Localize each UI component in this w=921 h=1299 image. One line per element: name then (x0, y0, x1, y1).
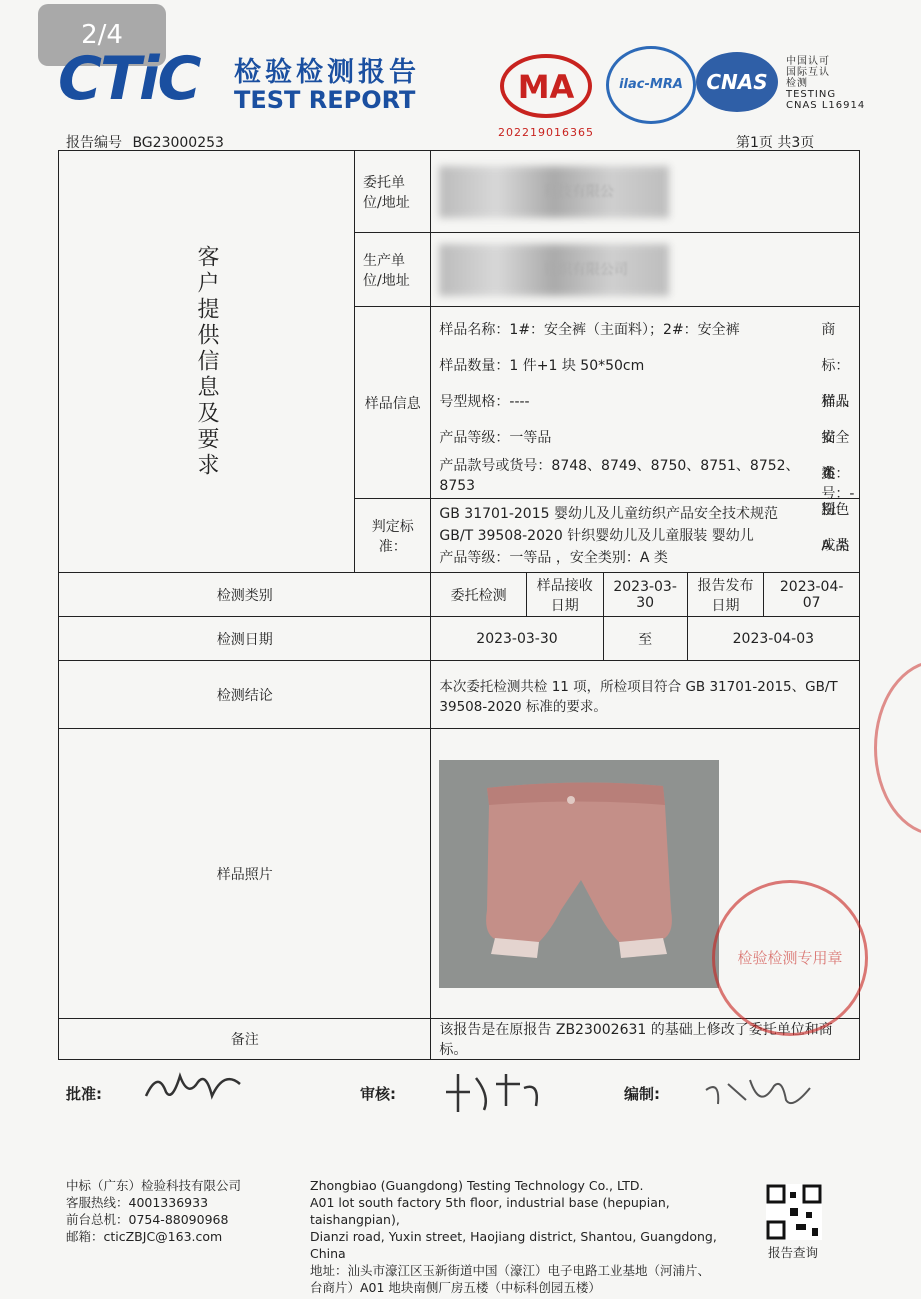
partial-seal (874, 660, 921, 836)
sample-brand: 商标：猫人 (821, 321, 850, 410)
sample-quantity: 样品数量：1 件+1 块 50*50cm (439, 357, 645, 374)
sample-description: 样品描述：粉色成品 (821, 393, 850, 554)
approve-label: 批准: (66, 1085, 102, 1103)
ilac-mra-mark: ilac-MRA (606, 46, 696, 124)
footer-contact (66, 1177, 241, 1245)
test-type-label: 检测类别 (59, 573, 431, 617)
footer-address-cn: 台商片）A01 地块南侧厂房五楼（中标科创园五楼） (310, 1280, 601, 1295)
report-number-label: 报告编号 (66, 135, 122, 151)
pink-safety-shorts-image (439, 760, 719, 988)
compiler-signature (700, 1070, 820, 1116)
approver-signature (140, 1062, 250, 1108)
reviewer-signature (440, 1066, 550, 1116)
producer-fragment: 针织有限公司 (543, 261, 628, 278)
footer-address-cn: 地址：汕头市濠江区玉新街道中国（濠江）电子电路工业基地（河浦片、 (310, 1263, 711, 1278)
test-date-from: 2023-03-30 (431, 617, 603, 661)
remark-label: 备注 (59, 1019, 431, 1060)
issue-date-label: 报告发布日期 (687, 573, 764, 617)
receive-date-label: 样品接收日期 (526, 573, 603, 617)
cnas-text-line: TESTING (786, 89, 837, 100)
client-fragment: 科技有限公 (543, 183, 614, 200)
conclusion-value: 本次委托检测共检 11 项，所检项目符合 GB 31701-2015、GB/T 39508-2020 标准的要求。 (431, 661, 860, 729)
standards-label: 判定标准： (355, 499, 431, 573)
sample-photo (439, 760, 719, 988)
footer-address-en: Dianzi road, Yuxin street, Haojiang district, Shantou, Guangdong, China (310, 1229, 717, 1261)
cnas-accreditation-text (786, 56, 865, 111)
cma-mark (498, 50, 594, 146)
test-date-to: 2023-04-03 (687, 617, 859, 661)
footer-company-en: Zhongbiao (Guangdong) Testing Technology Co., LTD. (310, 1178, 644, 1193)
conclusion-label: 检测结论 (59, 661, 431, 729)
standards-value (431, 499, 860, 573)
page-counter: 2/4 (38, 4, 166, 66)
remark-value: 该报告是在原报告 ZB23002631 的基础上修改了委托单位和商标。 (431, 1019, 860, 1060)
svg-text:MA: MA (517, 68, 575, 106)
footer-hotline: 客服热线：4001336933 (66, 1195, 209, 1210)
client-label: 委托单位/地址 (355, 151, 431, 233)
qr-code-icon (766, 1184, 822, 1240)
cma-number: 202219016365 (498, 126, 594, 139)
receive-date-value: 2023-03-30 (603, 573, 687, 617)
section-label: 客户提供信息及要求 (59, 151, 355, 573)
review-label: 审核: (360, 1085, 396, 1103)
compile-label: 编制: (624, 1085, 660, 1103)
report-title-cn: 检验检测报告 (234, 57, 420, 88)
sample-grade: 产品等级：一等品 (439, 429, 552, 446)
sample-info-label: 样品信息 (355, 307, 431, 499)
footer-address-en: A01 lot south factory 5th floor, industrial base (hepupian, taishangpian), (310, 1195, 670, 1227)
client-value (431, 151, 860, 233)
footer-address (310, 1177, 750, 1296)
producer-label: 生产单位/地址 (355, 233, 431, 307)
report-title-en: TEST REPORT (234, 86, 416, 114)
page-info: 第1页 共3页 (736, 135, 815, 151)
cnas-text-line: 中国认可 (786, 56, 830, 67)
issue-date-value: 2023-04-07 (764, 573, 860, 617)
footer-front-desk: 前台总机：0754-88090968 (66, 1212, 229, 1227)
sample-style-no-cont: 8753 (439, 477, 476, 494)
cnas-text-line: CNAS L16914 (786, 100, 866, 111)
sample-safety: 安全类别：A 类 (821, 429, 850, 554)
report-number-value: BG23000253 (132, 135, 224, 151)
standard-line: GB 31701-2015 婴幼儿及儿童纺织产品安全技术规范 (439, 505, 778, 522)
report-number (66, 132, 224, 152)
test-type-value: 委托检测 (431, 573, 527, 617)
standard-line: GB/T 39508-2020 针织婴幼儿及儿童服装 婴幼儿 (439, 527, 754, 544)
sample-name: 样品名称：1#：安全裤（主面料）；2#：安全裤 (439, 321, 740, 338)
footer-company-cn: 中标（广东）检验科技有限公司 (66, 1178, 242, 1193)
producer-value (431, 233, 860, 307)
standard-line: 产品等级：一等品 ，安全类别：A 类 (439, 549, 668, 566)
photo-label: 样品照片 (59, 729, 431, 1019)
test-date-label: 检测日期 (59, 617, 431, 661)
test-date-to-label: 至 (603, 617, 687, 661)
qr-label: 报告查询 (768, 1245, 819, 1260)
sample-cloth-no: 布号：---- (821, 465, 855, 522)
inspection-seal: 检验检测专用章 (712, 880, 868, 1036)
cnas-text-line: 国际互认 (786, 67, 830, 78)
cnas-text-line: 检测 (786, 78, 808, 89)
ctic-logo: CTiC (58, 44, 200, 114)
cnas-mark: CNAS (696, 52, 778, 112)
footer-email: 邮箱：cticZBJC@163.com (66, 1229, 223, 1244)
cma-emblem (498, 50, 594, 122)
sample-style-no: 产品款号或货号：8748、8749、8750、8751、8752、 (439, 457, 800, 474)
sample-model: 号型规格：---- (439, 393, 530, 410)
